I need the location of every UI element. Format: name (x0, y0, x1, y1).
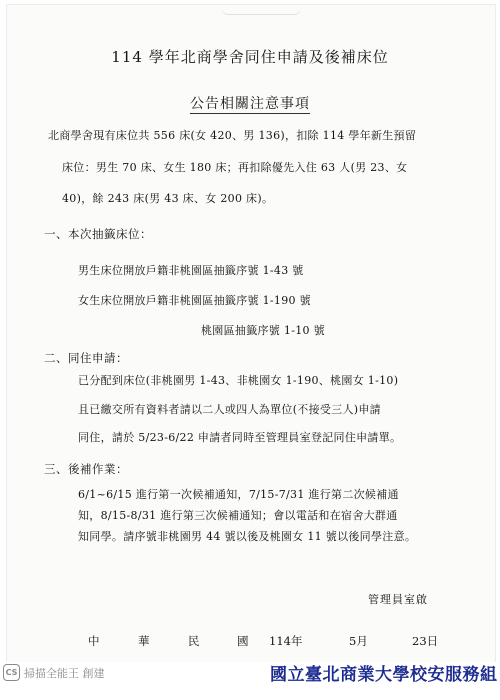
intro-line-3: 40)，餘 243 床(男 43 床、女 200 床)。 (62, 192, 274, 205)
intro-line-1: 北商學舍現有床位共 556 床(女 420、男 136)，扣除 114 學年新生預留 (48, 129, 417, 142)
date-month: 5月 (349, 634, 368, 648)
intro-line-2: 床位：男生 70 床、女生 180 床；再扣除優先入住 63 人(男 23、女 (62, 161, 408, 174)
date-char: 國 (237, 634, 249, 648)
document-subtitle (0, 93, 500, 113)
section1-line: 女生床位開放戶籍非桃園區抽籤序號 1-190 號 (78, 294, 311, 307)
section3-heading: 三、後補作業： (44, 462, 128, 476)
date-char: 華 (138, 634, 150, 648)
section3-line: 知同學。請序號非桃園男 44 號以後及桃園女 11 號以後同學注意。 (78, 530, 417, 543)
scanner-watermark: 掃描全能王 創建 (24, 667, 105, 680)
section3-line: 知，8/15-8/31 進行第三次候補通知；會以電話和在宿舍大群通 (78, 509, 398, 522)
section1-heading: 一、本次抽籤床位： (44, 227, 152, 241)
section2-line: 且已繳交所有資料者請以二人或四人為單位(不接受三人)申請 (78, 403, 381, 416)
office-stamp: 國立臺北商業大學校安服務組 (270, 665, 498, 685)
section2-line: 已分配到床位(非桃園男 1-43、非桃園女 1-190、桃園女 1-10) (78, 374, 399, 387)
paper-fold (221, 8, 301, 15)
date-day: 23日 (412, 634, 439, 648)
section1-line: 男生床位開放戶籍非桃園區抽籤序號 1-43 號 (78, 264, 304, 277)
section3-line: 6/1~6/15 進行第一次候補通知，7/15-7/31 進行第二次候補通 (78, 488, 399, 501)
camscanner-logo-icon: CS (3, 664, 20, 681)
date-char: 民 (188, 634, 200, 648)
section2-line: 同住，請於 5/23-6/22 申請者同時至管理員室登記同住申請單。 (78, 431, 402, 444)
date-char: 中 (88, 634, 100, 648)
section1-line: 桃園區抽籤序號 1-10 號 (201, 324, 325, 337)
document-title: 114 學年北商學舍同住申請及後補床位 (111, 48, 389, 66)
signer: 管理員室啟 (368, 593, 428, 606)
section2-heading: 二、同住申請： (44, 351, 128, 365)
subtitle-text: 公告相關注意事項 (190, 96, 310, 112)
date-year: 114年 (269, 634, 303, 648)
